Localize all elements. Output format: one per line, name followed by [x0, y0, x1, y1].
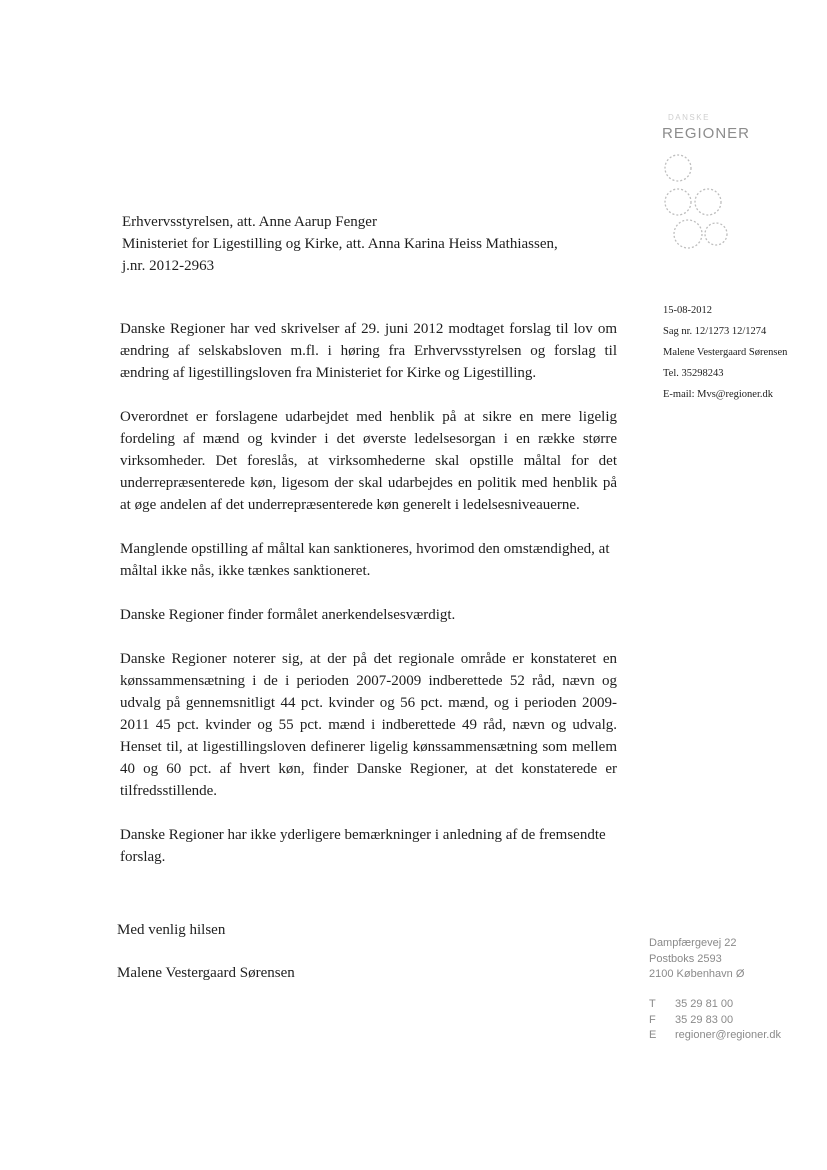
- sender-phone: Tel. 35298243: [663, 368, 724, 379]
- regions-logo-icon: [660, 150, 742, 260]
- email-label: E: [649, 1029, 657, 1041]
- address-city: 2100 København Ø: [649, 968, 745, 980]
- fax-number: 35 29 83 00: [675, 1013, 734, 1026]
- fax-label: F: [649, 1013, 656, 1026]
- footer-contact: [649, 997, 781, 1044]
- body-paragraph: Danske Regioner noterer sig, at der på det regionale område er konstateret en kønssammensætning i de i perioden 2007-2009 indberettede 52 råd, nævn og udvalg på gennemsnitligt 44 pct. kvinder og 56 pct. mænd, og i perioden 2009-2011 45 pct. kvinder og 55 pct. mænd i indberettede 49 råd, nævn og udvalg. Henset til, at ligestillingsloven definerer ligelig kønssammensætning som mellem 40 og 60 pct. af hvert køn, finder Danske Regioner, at det konstaterede er tilfredsstillende.: [120, 651, 617, 799]
- letter-body: [120, 318, 617, 890]
- body-paragraph: Danske Regioner har ved skrivelser af 29. juni 2012 modtaget forslag til lov om ændring af selskabsloven m.fl. i høring fra Erhvervsstyrelsen og forslag til ændring af ligestillingsloven fra Ministeriet for Kirke og Ligestilling.: [120, 321, 617, 381]
- address-box: Postboks 2593: [649, 952, 722, 965]
- sender-name: Malene Vestergaard Sørensen: [663, 347, 788, 358]
- body-paragraph: Overordnet er forslagene udarbejdet med henblik på at sikre en mere ligelig fordeling af mænd og kvinder i det øverste ledelsesorgan i en række større virksomheder. Det foreslås, at virksomhederne skal opstille måltal for det underrepræsenterede køn, ligesom der skal udarbejdes en politik med henblik på at øge andelen af det underrepræsenterede køn generelt i ledelsesniveauerne.: [120, 409, 617, 513]
- sender-email: E-mail: Mvs@regioner.dk: [663, 389, 773, 400]
- address-street: Dampfærgevej 22: [649, 937, 737, 949]
- recipient-line: j.nr. 2012-2963: [122, 258, 215, 274]
- phone-label: T: [649, 998, 656, 1010]
- letter-date: 15-08-2012: [663, 305, 712, 316]
- footer-address: [649, 936, 744, 983]
- closing-greeting: Med venlig hilsen: [117, 922, 226, 938]
- body-paragraph: Manglende opstilling af måltal kan sanktioneres, hvorimod den omstændighed, at måltal ikke nås, ikke tænkes sanktioneret.: [120, 541, 610, 579]
- signature-name: Malene Vestergaard Sørensen: [117, 965, 295, 981]
- email-address: regioner@regioner.dk: [675, 1029, 781, 1041]
- body-paragraph: Danske Regioner finder formålet anerkendelsesværdigt.: [120, 607, 456, 623]
- case-number: Sag nr. 12/1273 12/1274: [663, 326, 767, 337]
- recipient-line: Erhvervsstyrelsen, att. Anne Aarup Fenger: [122, 214, 377, 230]
- logo-regioner-text: REGIONER: [662, 125, 751, 142]
- logo-danske-text: DANSKE: [668, 113, 710, 122]
- body-paragraph: Danske Regioner har ikke yderligere bemærkninger i anledning af de fremsendte forslag.: [120, 827, 606, 865]
- recipient-block: [122, 211, 622, 277]
- phone-number: 35 29 81 00: [675, 998, 734, 1010]
- letter-meta: [663, 300, 787, 405]
- recipient-line: Ministeriet for Ligestilling og Kirke, att. Anna Karina Heiss Mathiassen,: [122, 236, 558, 252]
